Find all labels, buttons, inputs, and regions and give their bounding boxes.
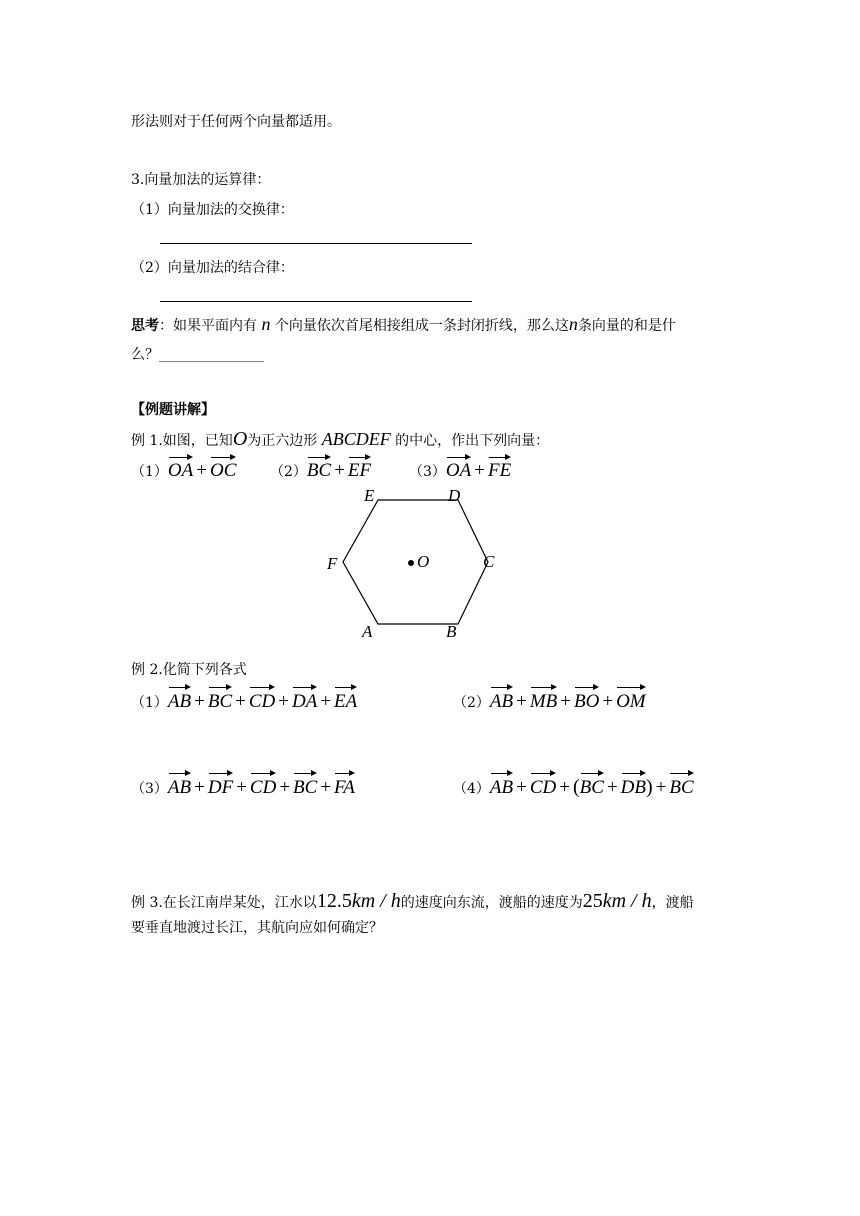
example2-expr2: （2）AB + MB + BO + OM [453, 684, 646, 717]
example1-vectors: （1）OA + OC [131, 454, 236, 485]
vector-CD: CD [530, 770, 556, 802]
think-label: 思考 [131, 318, 159, 334]
vector-BC: BC [208, 684, 232, 716]
vector-CD: CD [249, 684, 275, 716]
think-answer-blank: _______________ [159, 347, 264, 363]
vector-OA: OA [168, 454, 193, 484]
center-O-label: O [417, 552, 430, 571]
hexagon-figure [320, 484, 510, 644]
vertex-C-label: C [483, 552, 495, 571]
vector-BC: BC [293, 770, 317, 802]
example2-expr4: （4）AB + CD + (BC + DB) + BC [453, 770, 694, 803]
vertex-F-label: F [327, 554, 338, 573]
vector-CD: CD [250, 770, 276, 802]
examples-heading: 【例题讲解】 [131, 402, 215, 418]
vector-MB: MB [530, 684, 557, 716]
associative-law-label: （2）向量加法的结合律： [131, 260, 294, 276]
vertex-E-label: E [364, 486, 375, 505]
vector-AB: AB [490, 684, 513, 716]
think-question-line1: 思考：如果平面内有 n 个向量依次首尾相接组成一条封闭折线，那么这n条向量的和是什 [131, 314, 676, 334]
vector-FA: FA [334, 770, 355, 802]
vector-BC: BC [580, 770, 604, 802]
river-speed-value: 12.5 [316, 890, 352, 912]
commutative-law-blank [160, 243, 472, 244]
vector-OA: OA [446, 454, 471, 484]
example1-text: 例 1.如图，已知O为正六边形 ABCDEF 的中心，作出下列向量： [131, 428, 550, 450]
example2-expr1: （1）AB + BC + CD + DA + EA [131, 684, 357, 717]
boat-speed-unit: km / h [602, 890, 652, 912]
vector-DF: DF [208, 770, 233, 802]
intro-text: 形法则对于任何两个向量都适用。 [131, 114, 341, 130]
vector-DA: DA [292, 684, 317, 716]
river-speed-unit: km / h [351, 890, 401, 912]
vertex-D-label: D [448, 486, 461, 505]
vector-AB: AB [490, 770, 513, 802]
vector-OM: OM [616, 684, 646, 716]
boat-speed-value: 25 [582, 890, 603, 912]
vertex-A-label: A [362, 622, 373, 641]
vector-FE: FE [488, 454, 511, 484]
hexagon-name: ABCDEF [321, 429, 391, 449]
vector-DB: DB [621, 770, 646, 802]
think-question-line2: 么？_______________ [131, 347, 264, 363]
example1-vectors-3: （3）OA + FE [409, 454, 511, 485]
center-O: O [232, 428, 248, 450]
hexagon-shape [343, 500, 488, 624]
example2-title: 例 2.化简下列各式 [131, 662, 247, 678]
vertex-B-label: B [446, 622, 457, 641]
vector-AB: AB [168, 684, 191, 716]
n-variable: n [568, 314, 578, 334]
commutative-law-label: （1）向量加法的交换律： [131, 202, 294, 218]
center-point [408, 560, 414, 566]
vector-OC: OC [210, 454, 236, 484]
vector-EA: EA [334, 684, 357, 716]
example1-vectors-2: （2）BC + EF [270, 454, 371, 485]
n-variable: n [261, 314, 271, 334]
vector-EF: EF [348, 454, 371, 484]
vector-BC: BC [307, 454, 331, 484]
example3-line1: 例 3.在长江南岸某处，江水以12.5km / h的速度向东流，渡船的速度为25km / h，渡船 [131, 890, 694, 912]
section3-title: 3.向量加法的运算律： [131, 172, 271, 188]
example2-expr3: （3）AB + DF + CD + BC + FA [131, 770, 355, 803]
vector-AB: AB [168, 770, 191, 802]
example3-line2: 要垂直地渡过长江，其航向应如何确定？ [131, 920, 383, 936]
vector-BC: BC [669, 770, 693, 802]
vector-BO: BO [574, 684, 599, 716]
associative-law-blank [160, 301, 472, 302]
